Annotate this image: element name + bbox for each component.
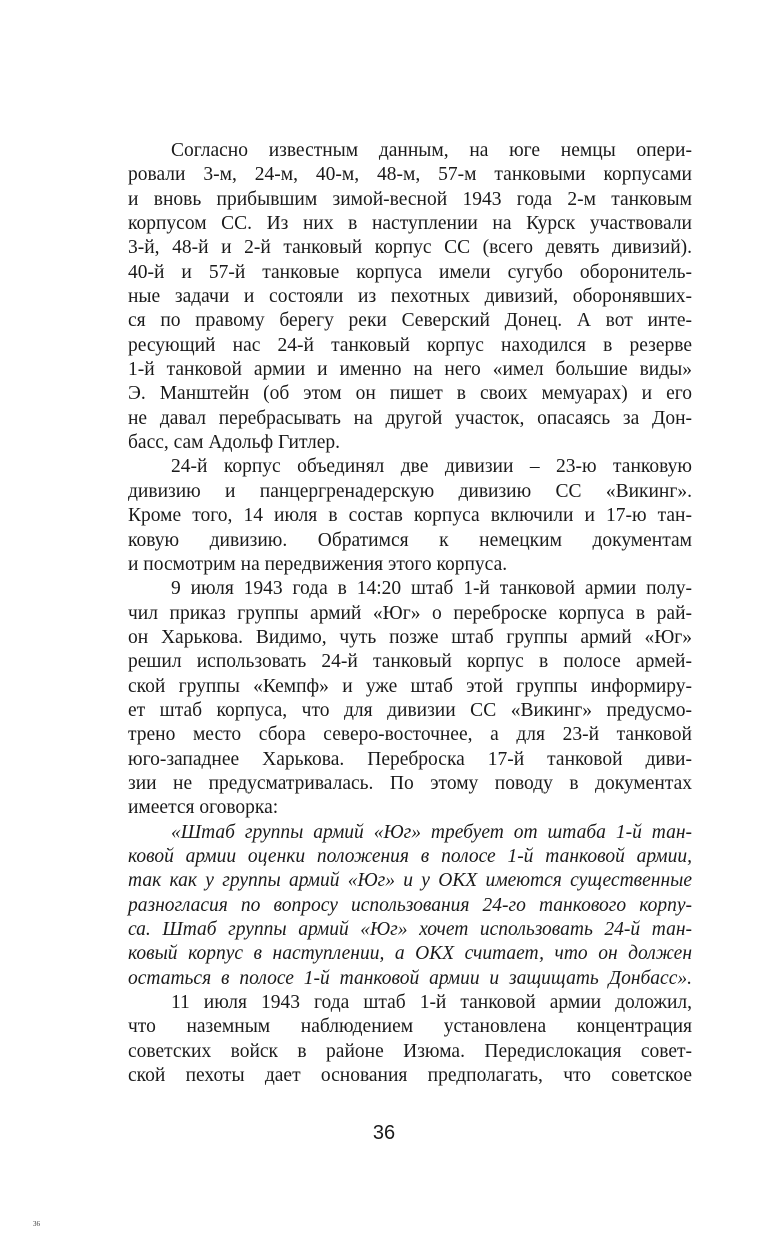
quote-line: разногласия по вопросу использования 24-го танкового корпу- <box>128 894 692 916</box>
text-line: дивизию и панцергренадерскую дивизию СС «Викинг». <box>128 480 692 502</box>
quote-paragraph <box>128 821 692 991</box>
text-line: он Харькова. Видимо, чуть позже штаб группы армий «Юг» <box>128 626 692 648</box>
paragraph-3 <box>128 577 692 820</box>
quote-line: остаться в полосе 1-й танковой армии и защищать Донбасс». <box>128 967 692 989</box>
text-line: что наземным наблюдением установлена концентрация <box>128 1016 692 1038</box>
text-line: решил использовать 24-й танковый корпус в полосе армей- <box>128 651 692 673</box>
quote-line: са. Штаб группы армий «Юг» хочет использовать 24-й тан- <box>128 919 692 940</box>
text-line: ковую дивизию. Обратимся к немецким документам <box>128 529 692 551</box>
text-line: Кроме того, 14 июля в состав корпуса включили и 17-ю тан- <box>128 505 692 527</box>
text-line: ет штаб корпуса, что для дивизии СС «Викинг» предусмо- <box>128 699 692 721</box>
quote-line: ковый корпус в наступлении, а ОКХ считает, что он должен <box>128 943 692 965</box>
paragraph-5 <box>128 991 692 1088</box>
text-line: 3-й, 48-й и 2-й танковый корпус СС (всего девять дивизий). <box>128 237 692 259</box>
text-line: 40-й и 57-й танковые корпуса имели сугубо оборонитель- <box>128 261 692 283</box>
paragraph-2 <box>128 455 692 577</box>
text-line: 1-й танковой армии и именно на него «имел большие виды» <box>128 359 692 381</box>
text-line: ные задачи и состояли из пехотных дивизий, оборонявших- <box>128 286 692 308</box>
text-line: ся по правому берегу реки Северский Донец. А вот инте- <box>128 310 692 332</box>
quote-line: так как у группы армий «Юг» и у ОКХ имеются существенные <box>128 870 692 892</box>
text-line: 24-й корпус объединял две дивизии – 23-ю танковую <box>171 456 692 478</box>
body-text <box>128 139 692 1088</box>
quote-line: ковой армии оценки положения в полосе 1-й танковой армии, <box>128 845 692 867</box>
corner-page-number: 36 <box>33 1220 40 1228</box>
text-line: и вновь прибывшим зимой-весной 1943 года 2-м танковым <box>128 188 692 210</box>
text-line: и посмотрим на передвижения этого корпуса. <box>128 553 508 575</box>
text-line: басс, сам Адольф Гитлер. <box>128 432 341 454</box>
text-line: ровали 3-м, 24-м, 40-м, 48-м, 57-м танковыми корпусами <box>128 164 692 186</box>
text-line: ской группы «Кемпф» и уже штаб этой группы информиру- <box>128 675 692 697</box>
text-line: 11 июля 1943 года штаб 1-й танковой армии доложил, <box>171 992 692 1014</box>
text-line: советских войск в районе Изюма. Передислокация совет- <box>128 1040 692 1062</box>
text-line: юго-западнее Харькова. Переброска 17-й танковой диви- <box>128 748 692 770</box>
text-line: корпусом СС. Из них в наступлении на Курск участвовали <box>128 213 692 235</box>
text-line: трено место сбора северо-восточнее, а для 23-й танковой <box>128 724 692 746</box>
paragraph-1 <box>128 139 692 455</box>
text-line: 9 июля 1943 года в 14:20 штаб 1-й танковой армии полу- <box>171 578 692 600</box>
text-line: Э. Манштейн (об этом он пишет в своих мемуарах) и его <box>128 383 692 405</box>
text-line: ресующий нас 24-й танковый корпус находился в резерве <box>128 334 692 356</box>
page-number: 36 <box>372 1122 396 1144</box>
text-line: ской пехоты дает основания предполагать, что советское <box>128 1065 692 1087</box>
quote-line: «Штаб группы армий «Юг» требует от штаба 1-й тан- <box>171 821 692 843</box>
text-line: имеется оговорка: <box>128 797 279 819</box>
text-line: Согласно известным данным, на юге немцы опери- <box>171 140 692 161</box>
text-line: чил приказ группы армий «Юг» о переброске корпуса в рай- <box>128 602 692 624</box>
text-line: не давал перебрасывать на другой участок, опасаясь за Дон- <box>128 407 692 429</box>
text-line: зии не предусматривалась. По этому поводу в документах <box>128 772 692 794</box>
